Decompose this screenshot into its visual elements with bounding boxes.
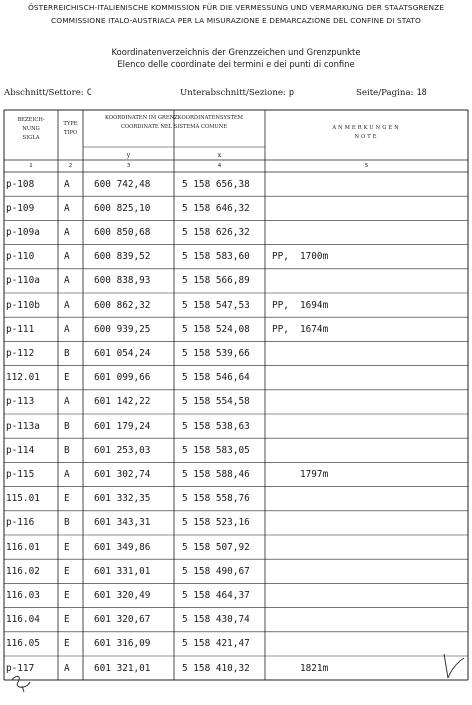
section-value: C — [86, 88, 92, 98]
row-coordinate-x: 5 158 546,64 — [182, 372, 250, 384]
row-coordinate-x: 5 158 507,92 — [182, 541, 250, 553]
row-designation: 115.01 — [6, 493, 40, 505]
row-coordinate-x: 5 158 538,63 — [182, 420, 250, 432]
row-coordinate-y: 600 850,68 — [94, 226, 151, 238]
row-designation: p-109 — [6, 202, 35, 214]
row-designation: 112.01 — [6, 372, 40, 384]
column-number: 5 — [364, 163, 369, 169]
row-type: E — [64, 493, 70, 505]
row-type: A — [64, 468, 70, 480]
row-coordinate-y: 601 099,66 — [94, 372, 151, 384]
row-type: A — [64, 396, 70, 408]
row-coordinate-y: 601 320,67 — [94, 614, 151, 626]
row-coordinate-y: 601 179,24 — [94, 420, 151, 432]
header-y: y — [126, 151, 131, 159]
row-designation: p-117 — [6, 662, 35, 674]
section-label: Abschnitt/Settore: — [4, 88, 84, 98]
row-coordinate-x: 5 158 464,37 — [182, 589, 250, 601]
header-designation: BEZEICH- NUNG SIGLA — [17, 117, 45, 141]
row-type: A — [64, 323, 70, 335]
row-type: B — [64, 517, 70, 529]
row-coordinate-y: 601 302,74 — [94, 468, 151, 480]
row-note-elevation: 1797m — [300, 468, 329, 480]
handwritten-initial-mark — [8, 672, 38, 694]
row-coordinate-y: 601 054,24 — [94, 347, 151, 359]
row-coordinate-y: 600 838,93 — [94, 275, 151, 287]
row-note-code: PP, — [272, 299, 289, 311]
column-number: 2 — [68, 163, 73, 169]
row-coordinate-y: 601 320,49 — [94, 589, 151, 601]
row-coordinate-y: 600 839,52 — [94, 251, 151, 263]
row-note-code: PP, — [272, 251, 289, 263]
row-coordinate-x: 5 158 410,32 — [182, 662, 250, 674]
row-type: A — [64, 226, 70, 238]
row-note-elevation: 1674m — [300, 323, 329, 335]
subsection-value: p — [288, 88, 295, 98]
row-coordinate-x: 5 158 656,38 — [182, 178, 250, 190]
row-coordinate-x: 5 158 583,05 — [182, 444, 250, 456]
row-coordinate-x: 5 158 554,58 — [182, 396, 250, 408]
row-coordinate-x: 5 158 490,67 — [182, 565, 250, 577]
row-designation: p-116 — [6, 517, 35, 529]
row-designation: 116.01 — [6, 541, 40, 553]
row-designation: p-114 — [6, 444, 35, 456]
row-type: E — [64, 589, 70, 601]
row-coordinate-y: 601 349,86 — [94, 541, 151, 553]
row-coordinate-y: 601 142,22 — [94, 396, 151, 408]
row-coordinate-y: 601 253,03 — [94, 444, 151, 456]
column-number: 3 — [126, 163, 131, 169]
row-designation: p-111 — [6, 323, 35, 335]
row-type: A — [64, 251, 70, 263]
row-coordinate-x: 5 158 558,76 — [182, 493, 250, 505]
row-coordinate-y: 600 742,48 — [94, 178, 151, 190]
row-coordinate-x: 5 158 583,60 — [182, 251, 250, 263]
row-coordinate-x: 5 158 588,46 — [182, 468, 250, 480]
row-type: A — [64, 299, 70, 311]
row-coordinate-y: 600 862,32 — [94, 299, 151, 311]
row-coordinate-x: 5 158 626,32 — [182, 226, 250, 238]
row-coordinate-x: 5 158 547,53 — [182, 299, 250, 311]
document-title-it: Elenco delle coordinate dei termini e dei punti di confine — [117, 59, 355, 69]
row-type: B — [64, 347, 70, 359]
row-note-code: PP, — [272, 323, 289, 335]
column-number: 1 — [29, 163, 33, 169]
row-designation: p-110a — [6, 275, 40, 287]
row-coordinate-x: 5 158 566,89 — [182, 275, 250, 287]
row-type: A — [64, 662, 70, 674]
row-type: E — [64, 614, 70, 626]
page-label: Seite/Pagina: — [356, 88, 414, 98]
subsection-label: Unterabschnitt/Sezione: — [180, 88, 286, 98]
row-coordinate-x: 5 158 421,47 — [182, 638, 250, 650]
handwritten-corner-mark — [438, 650, 468, 682]
row-type: A — [64, 202, 70, 214]
document-title-de: Koordinatenverzeichnis der Grenzzeichen und Grenzpunkte — [111, 47, 361, 57]
row-note-elevation: 1694m — [300, 299, 329, 311]
row-coordinate-y: 600 939,25 — [94, 323, 151, 335]
row-designation: p-113a — [6, 420, 40, 432]
row-designation: p-115 — [6, 468, 35, 480]
row-coordinate-x: 5 158 430,74 — [182, 614, 250, 626]
row-type: A — [64, 275, 70, 287]
row-coordinate-x: 5 158 539,66 — [182, 347, 250, 359]
row-designation: 116.02 — [6, 565, 40, 577]
row-designation: p-109a — [6, 226, 40, 238]
column-number: 4 — [217, 163, 222, 169]
row-type: E — [64, 372, 70, 384]
row-coordinate-y: 600 825,10 — [94, 202, 151, 214]
header-coordinates: KOORDINATEN IM GRENZKOORDINATENSYSTEM COORDINATE NEL SISTEMA COMUNE — [104, 115, 243, 130]
row-coordinate-y: 601 321,01 — [94, 662, 151, 674]
row-coordinate-x: 5 158 524,08 — [182, 323, 250, 335]
row-type: E — [64, 565, 70, 577]
row-coordinate-y: 601 343,31 — [94, 517, 151, 529]
row-designation: p-108 — [6, 178, 35, 190]
row-note-elevation: 1821m — [300, 662, 329, 674]
row-coordinate-y: 601 332,35 — [94, 493, 151, 505]
row-designation: p-112 — [6, 347, 35, 359]
header-type: TYPE TIPO — [63, 121, 78, 136]
row-type: E — [64, 541, 70, 553]
commission-title-it: COMMISSIONE ITALO-AUSTRIACA PER LA MISURAZIONE E DEMARCAZIONE DEL CONFINE DI STATO — [51, 16, 421, 25]
row-designation: 116.05 — [6, 638, 40, 650]
row-type: B — [64, 444, 70, 456]
row-designation: p-110b — [6, 299, 40, 311]
header-x: x — [217, 151, 222, 159]
row-type: E — [64, 638, 70, 650]
row-coordinate-y: 601 331,01 — [94, 565, 151, 577]
row-coordinate-x: 5 158 646,32 — [182, 202, 250, 214]
page-value: 18 — [416, 88, 427, 98]
row-designation: p-113 — [6, 396, 35, 408]
row-note-elevation: 1700m — [300, 251, 329, 263]
row-designation: 116.04 — [6, 614, 40, 626]
row-coordinate-x: 5 158 523,16 — [182, 517, 250, 529]
row-designation: p-110 — [6, 251, 35, 263]
row-coordinate-y: 601 316,09 — [94, 638, 151, 650]
commission-title-de: ÖSTERREICHISCH-ITALIENISCHE KOMMISSION FÜR DIE VERMESSUNG UND VERMARKUNG DER STAATSGRENZE — [27, 3, 445, 12]
row-type: B — [64, 420, 70, 432]
header-notes: ANMERKUNGEN NOTE — [332, 125, 401, 140]
row-type: A — [64, 178, 70, 190]
row-designation: 116.03 — [6, 589, 40, 601]
